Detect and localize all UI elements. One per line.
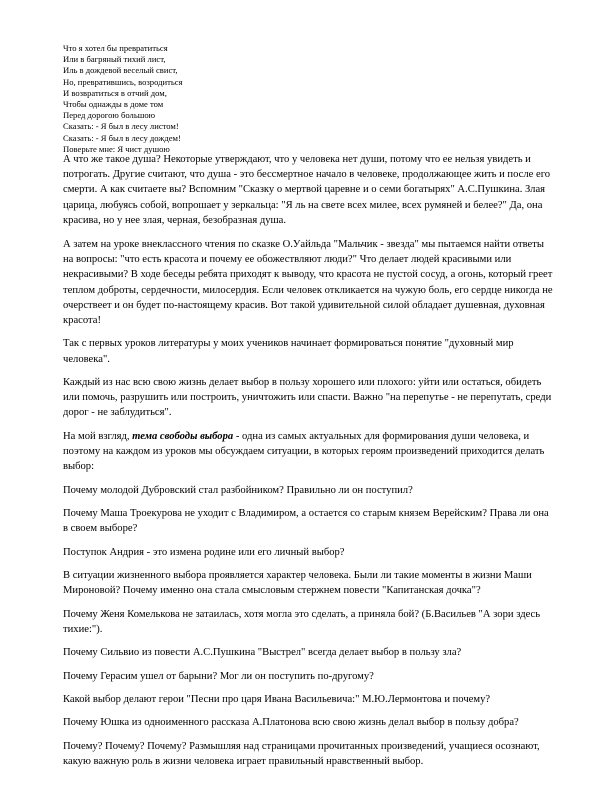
poem-line: И возвратиться в отчий дом, <box>63 87 167 98</box>
question-item: Поступок Андрия - это измена родине или его личный выбор? <box>63 546 345 558</box>
poem-line: Сказать: - Я был в лесу дождем! <box>63 132 181 143</box>
question-item: Какой выбор делают герои "Песни про царя Ивана Васильевича:" М.Ю.Лермонтова и почему? <box>63 693 491 705</box>
question-item: Почему Женя Комелькова не затаилась, хотя могла это сделать, а приняла бой? (Б.Васильев "А зори здесь тихие:"). <box>63 608 541 635</box>
poem-line: Поверьте мне: Я чист душою <box>63 143 170 154</box>
paragraph-beauty: А затем на уроке внеклассного чтения по сказке О.Уайльда "Мальчик - звезда" мы пытаемся найти ответы на вопросы: "что есть красота и почему ее обожествляют люди?" Что делает людей красивыми или некрасивыми? В ходе беседы ребята приходят к выводу, что красота не пустой сосуд, а огонь, который греет теплом доброты, сердечности, милосердия. Если человек откликается на чужую боль, его сердце никогда не очерствеет и он будет по-настоящему красив. Вот такой удивительной силой обладает душевная, духовная красота! <box>63 239 553 327</box>
paragraph-choice: Каждый из нас всю свою жизнь делает выбор в пользу хорошего или плохого: уйти или остаться, обидеть или помочь, разрушить или построить, уничтожить или спасти. Важно "на перепутье - не перепутать, среди дорог - не заблудиться". <box>63 377 552 419</box>
paragraph-spiritual-world: Так с первых уроков литературы у моих учеников начинает формироваться понятие "духовный мир человека". <box>63 338 514 365</box>
freedom-rest: - одна из самых актуальных для формирования души человека, и поэтому на каждом из уроков мы обсуждаем ситуации, в которых героям произведений приходится делать выбор: <box>63 430 545 473</box>
poem-line: Но, превратившись, возродиться <box>63 76 183 87</box>
freedom-emphasis: тема свободы выбора <box>132 430 234 442</box>
poem <box>63 43 363 155</box>
article-body <box>63 152 554 777</box>
paragraph-freedom-of-choice <box>63 429 554 475</box>
poem-line: Сказать: - Я был в лесу листом! <box>63 121 179 132</box>
question-item: Почему? Почему? Почему? Размышляя над страницами прочитанных произведений, учащиеся осознают, какую важную роль в жизни человека играет правильный нравственный выбор. <box>63 740 540 767</box>
question-item: Почему Маша Троекурова не уходит с Владимиром, а остается со старым князем Верейским? Права ли она в своем выборе? <box>63 508 549 535</box>
poem-line: Чтобы однажды в доме том <box>63 99 164 110</box>
paragraph-soul: А что же такое душа? Некоторые утверждают, что у человека нет души, потому что ее нельзя увидеть и потрогать. Другие считают, что душа - это бессмертное начало в человеке, продолжающее жить и после его смерти. А как считаете вы? Вспомним "Сказку о мертвой царевне и о семи богатырях" А.С.Пушкина. Злая царица, любуясь собой, вопрошает у зеркальца: "Я ль на свете всех милее, всех румяней и белее?" Да, она красива, но у нее злая, черная, безобразная душа. <box>63 154 551 226</box>
question-item: Почему Сильвио из повести А.С.Пушкина "Выстрел" всегда делает выбор в пользу зла? <box>63 647 462 659</box>
question-item: Почему Герасим ушел от барыни? Мог ли он поступить по-другому? <box>63 670 374 682</box>
question-item: Почему молодой Дубровский стал разбойником? Правильно ли он поступил? <box>63 484 413 496</box>
question-item: Почему Юшка из одноименного рассказа А.Платонова всю свою жизнь делал выбор в пользу добра? <box>63 717 519 729</box>
poem-line: Или в багряный тихий лист, <box>63 54 166 65</box>
poem-line: Перед дорогою большою <box>63 110 156 121</box>
poem-line: Что я хотел бы превратиться <box>63 43 168 53</box>
question-item: В ситуации жизненного выбора проявляется характер человека. Были ли такие моменты в жизни Маши Мироновой? Почему именно она стала смысловым стержнем повести "Капитанская дочка"? <box>63 569 532 597</box>
freedom-lead: На мой взгляд, <box>63 430 133 442</box>
poem-line: Иль в дождевой веселый свист, <box>63 65 178 76</box>
